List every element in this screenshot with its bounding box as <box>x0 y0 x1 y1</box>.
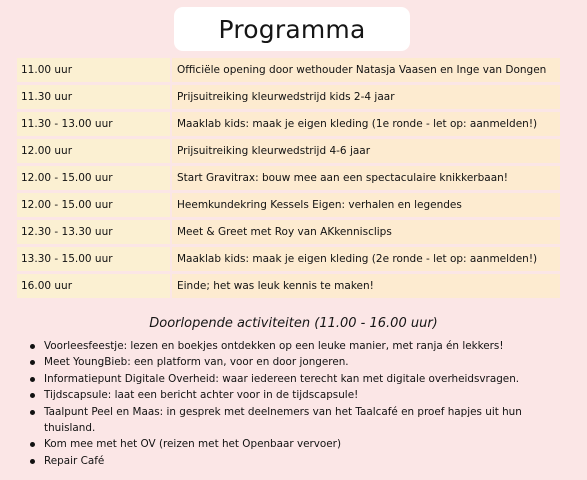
list-item <box>30 371 575 387</box>
bullet-icon <box>30 459 35 464</box>
list-item <box>30 338 575 354</box>
list-item <box>30 387 575 403</box>
schedule-time: 11.30 - 13.00 uur <box>17 112 170 136</box>
schedule-row <box>17 274 560 298</box>
schedule-description: Officiële opening door wethouder Natasja Vaasen en Inge van Dongen <box>172 58 560 82</box>
activities-heading: Doorlopende activiteiten (11.00 - 16.00 uur) <box>149 316 438 331</box>
list-item <box>30 404 575 437</box>
schedule-row <box>17 247 560 271</box>
schedule-row <box>17 193 560 217</box>
schedule-time: 12.30 - 13.30 uur <box>17 220 170 244</box>
activity-text: Informatiepunt Digitale Overheid: waar iedereen terecht kan met digitale overheidsvragen. <box>44 372 520 385</box>
activity-text: Repair Café <box>44 454 105 467</box>
schedule-time: 11.00 uur <box>17 58 170 82</box>
bullet-icon <box>30 410 35 415</box>
schedule-description: Meet & Greet met Roy van AKkennisclips <box>172 220 560 244</box>
activity-text: Voorleesfeestje: lezen en boekjes ontdekken op een leuke manier, met ranja én lekkers! <box>44 340 504 352</box>
activity-text: Taalpunt Peel en Maas: in gesprek met deelnemers van het Taalcafé en proef hapjes uit hun thuisland. <box>44 405 522 435</box>
activities-list <box>30 338 575 469</box>
schedule-row <box>17 166 560 190</box>
schedule-description: Prijsuitreiking kleurwedstrijd 4-6 jaar <box>172 139 560 163</box>
activity-text: Kom mee met het OV (reizen met het Openbaar vervoer) <box>44 438 341 451</box>
activity-text: Meet YoungBieb: een platform van, voor en door jongeren. <box>44 356 349 369</box>
schedule-time: 16.00 uur <box>17 274 170 298</box>
bullet-icon <box>30 377 35 382</box>
schedule-time: 13.30 - 15.00 uur <box>17 247 170 271</box>
schedule-description: Heemkundekring Kessels Eigen: verhalen en legendes <box>172 193 560 217</box>
bullet-icon <box>30 360 35 365</box>
title-box <box>174 7 410 51</box>
schedule-row <box>17 85 560 109</box>
activity-text: Tijdscapsule: laat een bericht achter voor in de tijdscapsule! <box>44 389 359 402</box>
bullet-icon <box>30 442 35 447</box>
list-item <box>30 436 575 452</box>
page-title: Programma <box>218 14 366 44</box>
bullet-icon <box>30 393 35 398</box>
schedule-description: Maaklab kids: maak je eigen kleding (1e ronde - let op: aanmelden!) <box>172 112 560 136</box>
schedule-description: Einde; het was leuk kennis te maken! <box>172 274 560 298</box>
schedule-time: 12.00 - 15.00 uur <box>17 166 170 190</box>
schedule-time: 11.30 uur <box>17 85 170 109</box>
bullet-icon <box>30 344 35 349</box>
schedule-row <box>17 58 560 82</box>
schedule-table <box>17 58 560 301</box>
schedule-description: Maaklab kids: maak je eigen kleding (2e ronde - let op: aanmelden!) <box>172 247 560 271</box>
schedule-description: Prijsuitreiking kleurwedstrijd kids 2-4 jaar <box>172 85 560 109</box>
list-item <box>30 354 575 370</box>
schedule-row <box>17 139 560 163</box>
schedule-time: 12.00 uur <box>17 139 170 163</box>
schedule-row <box>17 220 560 244</box>
schedule-description: Start Gravitrax: bouw mee aan een spectaculaire knikkerbaan! <box>172 166 560 190</box>
list-item <box>30 453 575 469</box>
schedule-time: 12.00 - 15.00 uur <box>17 193 170 217</box>
schedule-row <box>17 112 560 136</box>
